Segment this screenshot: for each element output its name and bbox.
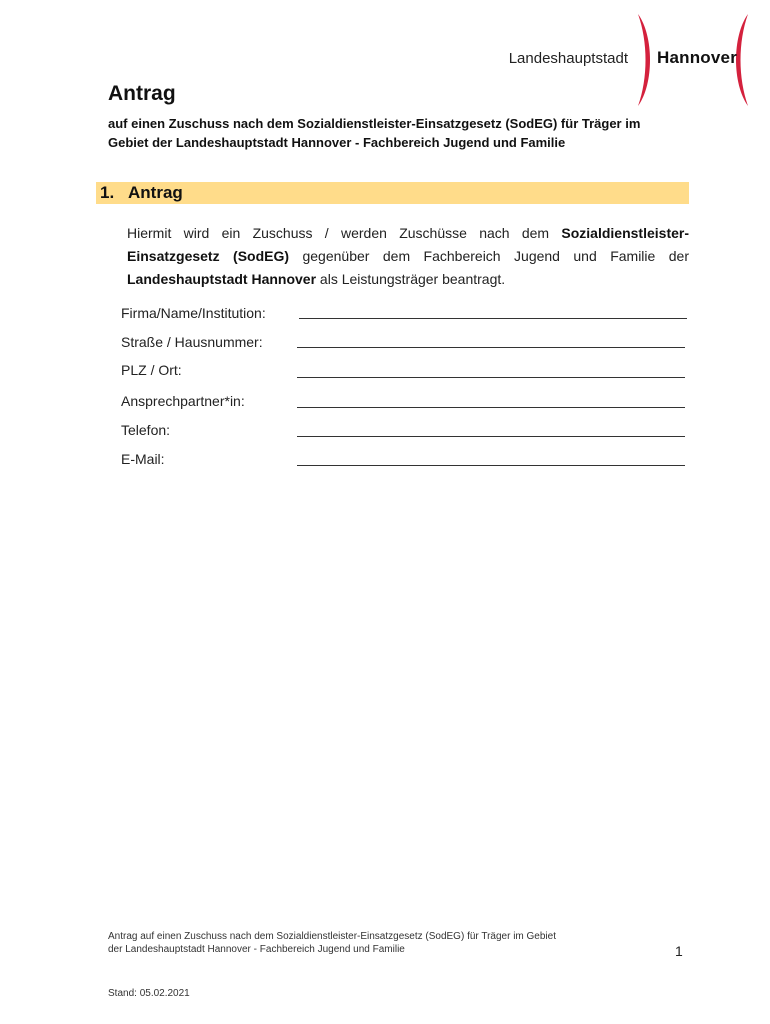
intro-text-1: Hiermit wird ein Zuschuss / werden Zuschüsse nach dem [127,225,562,241]
city-label: Landeshauptstadt [508,50,628,67]
section-number: 1. [100,183,115,202]
footer-line-2: der Landeshauptstadt Hannover - Fachbereich Jugend und Familie [108,944,405,955]
intro-paragraph [127,222,689,291]
field-input-plz-ort[interactable] [297,377,685,378]
page-number: 1 [675,943,683,959]
section-header-bar [96,182,689,204]
footer-line-1: Antrag auf einen Zuschuss nach dem Sozialdienstleister-Einsatzgesetz (SodEG) für Träger im Gebiet [108,931,556,942]
intro-bold-2: Landeshauptstadt Hannover [127,271,317,287]
section-title: Antrag [128,183,183,202]
field-label-plz-ort: PLZ / Ort: [121,362,182,378]
document-subtitle: auf einen Zuschuss nach dem Sozialdienstleister-Einsatzgesetz (SodEG) für Träger im Gebiet der Landeshauptstadt Hannover - Fachbereich Jugend und Familie [108,116,641,150]
field-input-telefon[interactable] [297,436,685,437]
footer-text [108,930,648,956]
document-title: Antrag [108,82,176,105]
footer-date: Stand: 05.02.2021 [108,988,190,999]
field-label-telefon: Telefon: [121,422,171,438]
intro-text-2: gegenüber dem Fachbereich Jugend und Familie der [289,248,689,264]
field-label-firma: Firma/Name/Institution: [121,305,266,321]
logo-text: Hannover [657,48,738,67]
intro-bold-1: Sozialdienstleister-Einsatzgesetz (SodEG) [127,225,689,264]
field-input-strasse[interactable] [297,347,685,348]
field-input-email[interactable] [297,465,685,466]
field-input-ansprechpartner[interactable] [297,407,685,408]
field-label-strasse: Straße / Hausnummer: [121,334,263,350]
field-label-email: E-Mail: [121,451,165,467]
field-label-ansprechpartner: Ansprechpartner*in: [121,393,245,409]
field-input-firma[interactable] [299,318,687,319]
intro-text-3: als Leistungsträger beantragt. [316,271,506,287]
